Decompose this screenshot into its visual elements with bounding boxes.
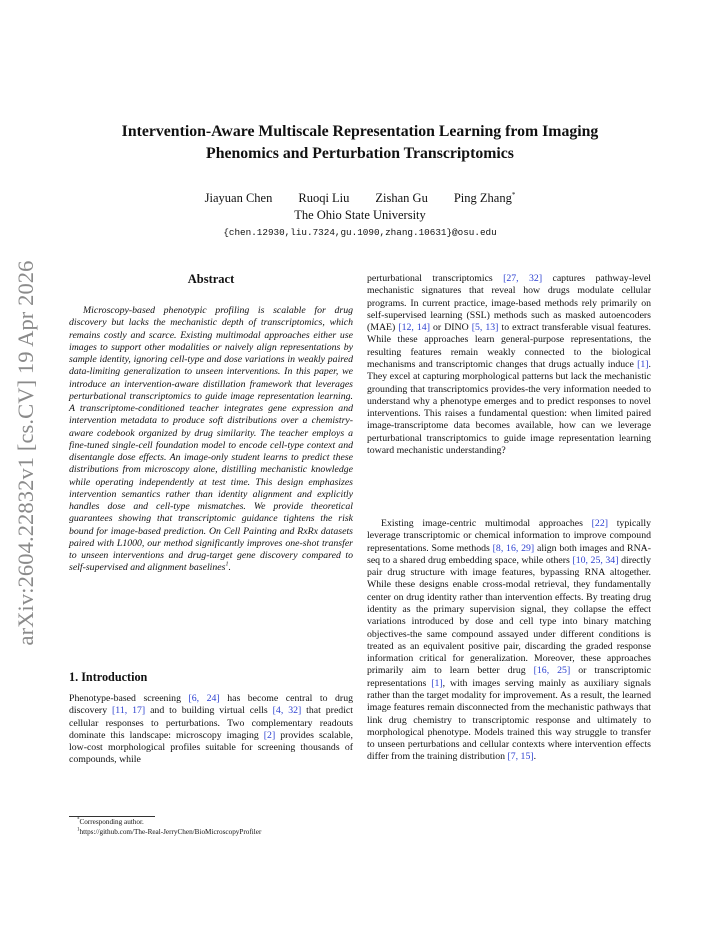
body-text: typically leverage transcriptomic or chemical information to improve compound representations. Some methods [367,518,651,554]
footnote-mark[interactable]: 1 [225,561,229,568]
body-text: . [533,751,537,763]
footnote-divider [69,816,155,817]
citation-link[interactable]: [5, 13] [471,322,499,334]
right-paragraph-1 [367,273,651,457]
citation-link[interactable]: [10, 25, 34] [572,554,619,566]
citation-link[interactable]: [22] [591,518,608,529]
body-text: Phenotype-based screening [69,693,189,704]
abstract-body: Microscopy-based phenotypic profiling is scalable for drug discovery but lacks the mechanistic depth of transcriptomics, which remains costly and scarce. Existing multimodal approaches either use images to support other modalities or naively align representations by sample identity, ignoring cell-type and dose variations in weakly paired data-limiting generalization to unseen interventions. In this paper, we introduce an intervention-aware distillation framework that leverages perturbational transcriptomics to guide image representation learning. A transcriptome-conditioned teacher integrates gene expression and intervention metadata to produce soft distributions over a chemistry-aware codebook organized by drug similarity. The teacher employs a fine-tuned single-cell foundation model to encode cell-type context and disentangle dose effects. An image-only student learns to predict these distributions from microscopy alone, distilling mechanistic knowledge while operating independently at test time. This design emphasizes intervention semantics rather than identity alignment and explicitly handles dose and cell-type mismatches. We provide theoretical guarantees showing that transcriptomic guidance tightens the risk bound for image-based prediction. On Cell Painting and RxRx datasets paired with L1000, our method significantly improves one-shot transfer to unseen interventions and drug-target gene discovery compared to self-supervised and alignment baselines$^1$. [69,305,353,574]
citation-link[interactable]: [27, 32] [503,273,543,284]
citation-link[interactable]: [2] [263,729,276,741]
title-line-1: Intervention-Aware Multiscale Representation Learning from Imaging [121,123,599,140]
abstract-heading: Abstract [187,272,235,286]
body-text: perturbational transcriptomics [367,273,504,284]
author-name: Jiayuan Chen [204,191,273,205]
author-name: Ruoqi Liu [298,191,350,205]
citation-link[interactable]: [16, 25] [533,665,571,677]
affiliation: The Ohio State University [294,208,426,222]
body-text: Existing image-centric multimodal approaches [381,518,592,529]
right-paragraph-2 [367,518,651,764]
intro-paragraph-1 [69,693,353,767]
citation-link[interactable]: [6, 24] [188,693,220,704]
footnote-corresponding: *Corresponding author. [77,817,144,826]
citation-link[interactable]: [7, 15] [507,751,534,763]
citation-link[interactable]: [4, 32] [272,705,302,717]
body-text: or DINO [429,322,472,334]
body-text: , with images serving mainly as auxiliary signals rather than the target modality for improvement. As a result, the learned image features remain disconnected from the mechanistic pathways that link drug chemistry to transcriptomic response and ultimately to morphological phenotype. Models trained this way struggle to transfer to unseen perturbations and cellular contexts where intervention effects differ from the training distribution [367,677,651,763]
citation-link[interactable]: [8, 16, 29] [492,542,535,554]
body-text: or transcriptomic representations [367,665,651,689]
paper-title [60,121,660,165]
corresponding-mark: * [511,190,516,199]
body-text: that predict cellular responses to perturbations. Two complementary readouts dominate this landscape: microscopy imaging [69,705,353,741]
body-text: to extract transferable visual features. While these approaches learn general-purpose representations, the resulting features remain weakly connected to the biological mechanisms and transcriptomic changes that drugs actually induce [367,322,651,370]
body-text: align both images and RNA-seq to a shared drug embedding space, while others [367,542,651,566]
body-text: provides scalable, low-cost morphological profiles suitable for screening thousands of compounds, while [69,729,353,766]
citation-link[interactable]: [11, 17] [112,705,146,717]
body-text: has become central to drug discovery [69,693,353,717]
title-line-2: Phenomics and Perturbation Transcriptomics [206,145,514,162]
section-heading-introduction: 1. Introduction [69,670,148,684]
abstract-text: Microscopy-based phenotypic profiling is scalable for drug discovery but lacks the mechanistic depth of transcriptomics, which remains costly and scarce. Existing multimodal approaches either use images to support other modalities or naively align representations by sample identity, ignoring cell-type and dose variations in weakly paired data-limiting generalization to unseen interventions. In this paper, we introduce an intervention-aware distillation framework that leverages perturbational transcriptomics to guide image representation learning. A transcriptome-conditioned teacher integrates gene expression and intervention metadata to produce soft distributions over a chemistry-aware codebook organized by drug similarity. The teacher employs a fine-tuned single-cell foundation model to encode cell-type context and disentangle dose effects. An image-only student learns to predict these distributions from microscopy alone, distilling mechanistic knowledge while operating independently at test time. This design emphasizes intervention semantics rather than identity alignment and explicitly handles dose and cell-type mismatches. We provide theoretical guarantees showing that transcriptomic guidance tightens the risk bound for image-based prediction. On Cell Painting and RxRx datasets paired with L1000, our method significantly improves one-shot transfer to unseen interventions and drug-target gene discovery compared to self-supervised and alignment baselines [69,305,353,574]
body-text: . They excel at capturing morphological patterns but lack the mechanistic grounding that transcriptomics provides-the very information needed to understand why a phenotype emerges and to predict responses to novel interventions. This raises a fundamental question: when limited paired image-transcriptome data becomes available, how can we leverage perturbational transcriptomics to guide image representation learning toward mechanistic understanding? [367,358,651,456]
body-text: directly pair drug structure with image features, bypassing RNA altogether. While these designs enable cross-modal retrieval, they fundamentally center on drug identity rather than intervention effects. By treating drug identity as the primary supervision signal, they collapse the effect variations introduced by dose and cell type into binary matching objectives-the same compound assayed under different conditions is treated as an equivalent positive pair, discarding the graded response information critical for generalization. Moreover, these approaches primarily aim to learn better drug [367,554,651,677]
body-text: captures pathway-level mechanistic signatures that reveal how drugs modulate cellular programs. In current practice, image-based methods rely primarily on self-supervised learning (SSL) methods such as masked autoencoders (MAE) [367,273,651,334]
footnote-url[interactable]: $^1$https://github.com/The-Real-JerryChen/BioMicroscopyProfiler [77,827,262,836]
citation-link[interactable]: [12, 14] [398,322,430,334]
author-list [60,190,660,206]
citation-link[interactable]: [1] [431,677,443,689]
author-name: Zishan Gu [375,191,428,205]
arxiv-identifier-stamp: arXiv:2604.22832v1 [cs.CV] 19 Apr 2026 [13,260,38,646]
author-emails[interactable]: {chen.12930,liu.7324,gu.1090,zhang.10631}@osu.edu [223,227,497,238]
author-name-with-mark: Ping Zhang* [453,190,516,205]
body-text: and to building virtual cells [145,705,273,717]
citation-link[interactable]: [1] [637,358,649,370]
